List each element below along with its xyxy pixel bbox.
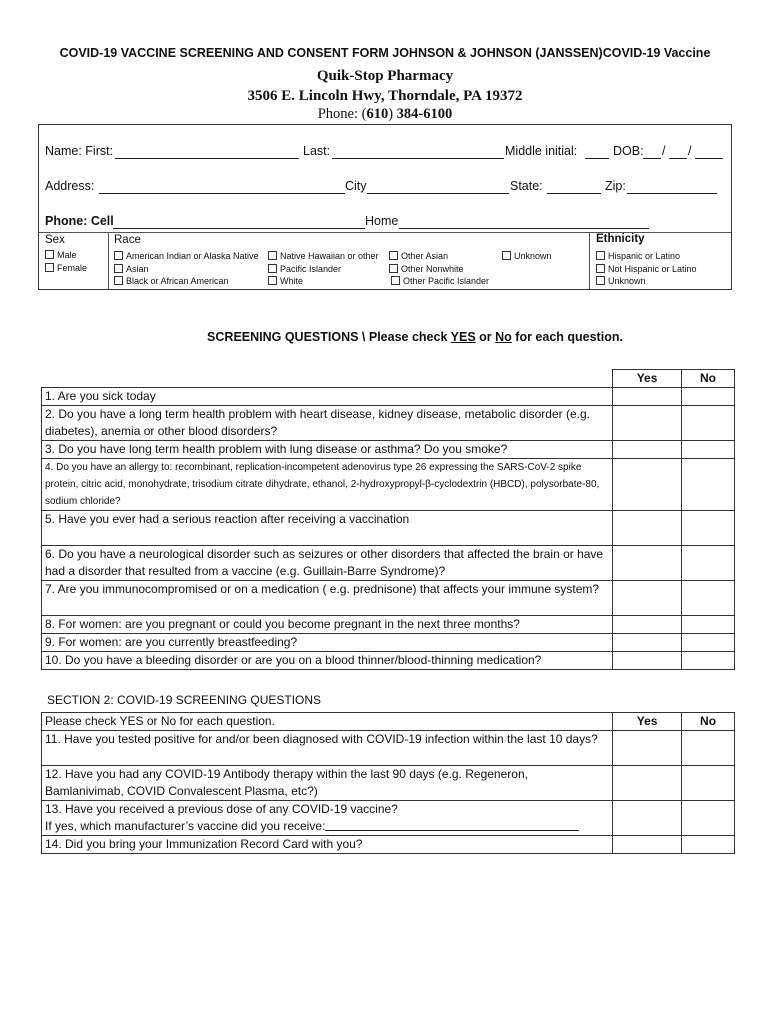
pharmacy-name: Quik-Stop Pharmacy: [316, 68, 454, 84]
race-option[interactable]: Other Pacific Islander: [391, 276, 489, 286]
yes-checkbox[interactable]: [613, 581, 682, 616]
last-name-field[interactable]: [332, 158, 504, 159]
no-checkbox[interactable]: [682, 801, 735, 836]
question-text: 1. Are you sick today: [42, 388, 613, 406]
dob-label: DOB:: [613, 144, 644, 158]
no-checkbox[interactable]: [682, 459, 735, 511]
race-option[interactable]: Black or African American: [114, 276, 229, 286]
no-checkbox[interactable]: [682, 836, 735, 854]
phone-home-field[interactable]: [399, 228, 649, 229]
yes-column-header: Yes: [613, 370, 682, 388]
race-option[interactable]: Asian: [114, 264, 149, 274]
zip-label: Zip:: [605, 179, 626, 193]
dob-year-field[interactable]: [695, 158, 723, 159]
no-checkbox[interactable]: [682, 652, 735, 670]
ethnicity-option[interactable]: Unknown: [596, 276, 646, 286]
last-name-label: Last:: [303, 144, 331, 158]
ethnicity-option[interactable]: Not Hispanic or Latino: [596, 264, 697, 274]
no-column-header: No: [682, 370, 735, 388]
dob-day-field[interactable]: [669, 158, 687, 159]
address-label: Address:: [45, 179, 95, 193]
question-text: 11. Have you tested positive for and/or been diagnosed with COVID-19 infection within the last 10 days?: [42, 731, 613, 766]
section2-table: [41, 712, 735, 854]
phone-cell-field[interactable]: [113, 228, 365, 229]
race-option[interactable]: White: [268, 276, 303, 286]
question-text: 4. Do you have an allergy to: recombinant, replication-incompetent adenovirus type 26 expressing the SARS-CoV-2 spike protein, citric acid, monohydrate, trisodium citrate dihydrate, ethanol, 2-hydroxypropyl-β-cyclodextrin (HBCD), polysorbate-80, sodium chloride?: [42, 459, 613, 511]
screening-title: SCREENING QUESTIONS \ Please check YES or No for each question.: [207, 330, 623, 344]
section2-instruction: Please check YES or No for each question.: [42, 713, 613, 731]
sex-option-female[interactable]: Female: [45, 263, 87, 273]
yes-checkbox[interactable]: [613, 766, 682, 801]
no-checkbox[interactable]: [682, 616, 735, 634]
yes-checkbox[interactable]: [613, 801, 682, 836]
yes-checkbox[interactable]: [613, 731, 682, 766]
question-text: 13. Have you received a previous dose of any COVID-19 vaccine? If yes, which manufacturer’s vaccine did you receive:: [42, 801, 613, 836]
yes-checkbox[interactable]: [613, 616, 682, 634]
dob-month-field[interactable]: [643, 158, 661, 159]
sex-heading: Sex: [45, 234, 65, 246]
yes-checkbox[interactable]: [613, 546, 682, 581]
yes-checkbox[interactable]: [613, 836, 682, 854]
city-field[interactable]: [367, 193, 509, 194]
race-heading: Race: [114, 234, 141, 246]
no-checkbox[interactable]: [682, 581, 735, 616]
middle-initial-field[interactable]: [585, 158, 609, 159]
race-option[interactable]: Other Nonwhite: [389, 264, 464, 274]
no-checkbox[interactable]: [682, 546, 735, 581]
first-name-label: Name: First:: [45, 144, 114, 158]
yes-checkbox[interactable]: [613, 388, 682, 406]
question-text: 7. Are you immunocompromised or on a medication ( e.g. prednisone) that affects your immune system?: [42, 581, 613, 616]
yes-checkbox[interactable]: [613, 634, 682, 652]
pharmacy-phone: Phone: (610) 384-6100: [317, 106, 453, 122]
sex-option-male[interactable]: Male: [45, 250, 77, 260]
no-checkbox[interactable]: [682, 406, 735, 441]
no-checkbox[interactable]: [682, 731, 735, 766]
zip-field[interactable]: [627, 193, 717, 194]
section2-title: SECTION 2: COVID-19 SCREENING QUESTIONS: [47, 693, 322, 707]
yes-checkbox[interactable]: [613, 652, 682, 670]
yes-checkbox[interactable]: [613, 459, 682, 511]
first-name-field[interactable]: [115, 158, 299, 159]
question-text: 10. Do you have a bleeding disorder or are you on a blood thinner/blood-thinning medication?: [42, 652, 613, 670]
no-checkbox[interactable]: [682, 511, 735, 546]
question-text: 9. For women: are you currently breastfeeding?: [42, 634, 613, 652]
no-checkbox[interactable]: [682, 634, 735, 652]
pharmacy-address: 3506 E. Lincoln Hwy, Thorndale, PA 19372: [247, 88, 523, 104]
middle-initial-label: Middle initial:: [505, 144, 578, 158]
form-title: COVID-19 VACCINE SCREENING AND CONSENT FORM JOHNSON & JOHNSON (JANSSEN)COVID-19 Vaccine: [59, 46, 711, 60]
question-text: 14. Did you bring your Immunization Record Card with you?: [42, 836, 613, 854]
question-text: 12. Have you had any COVID-19 Antibody therapy within the last 90 days (e.g. Regeneron, Bamlanivimab, COVID Convalescent Plasma, etc?): [42, 766, 613, 801]
race-option[interactable]: American Indian or Alaska Native: [114, 251, 259, 261]
state-label: State:: [510, 179, 543, 193]
city-label: City: [345, 179, 367, 193]
question-text: 6. Do you have a neurological disorder such as seizures or other disorders that affected the brain or have had a disorder that resulted from a vaccine (e.g. Guillain-Barre Syndrome)?: [42, 546, 613, 581]
no-checkbox[interactable]: [682, 388, 735, 406]
ethnicity-option[interactable]: Hispanic or Latino: [596, 251, 680, 261]
phone-cell-label: Phone: Cell: [45, 214, 114, 228]
question-text: 5. Have you ever had a serious reaction after receiving a vaccination: [42, 511, 613, 546]
race-option[interactable]: Other Asian: [389, 251, 448, 261]
yes-checkbox[interactable]: [613, 511, 682, 546]
question-text: 8. For women: are you pregnant or could you become pregnant in the next three months?: [42, 616, 613, 634]
race-option[interactable]: Unknown: [502, 251, 552, 261]
yes-column-header: Yes: [613, 713, 682, 731]
question-text: 3. Do you have long term health problem with lung disease or asthma? Do you smoke?: [42, 441, 613, 459]
address-field[interactable]: [99, 193, 345, 194]
no-checkbox[interactable]: [682, 441, 735, 459]
patient-info-box: Name: First: Last: Middle initial: DOB: / / Address: City State: Zip: Phone: Cell Home Sex Male Female Race American Indian or Alaska Native Native Hawaiian or other Other Asian Unknown Asian Pacific Islander Other Nonwhite Black or African American White Other Pacific Islander Ethnicity Hispanic or Latino Not Hispanic or Latino Unknown: [38, 124, 732, 290]
no-column-header: No: [682, 713, 735, 731]
state-field[interactable]: [547, 193, 601, 194]
question-text: 2. Do you have a long term health problem with heart disease, kidney disease, metabolic disorder (e.g. diabetes), anemia or other blood disorders?: [42, 406, 613, 441]
screening-table: [41, 369, 735, 670]
yes-checkbox[interactable]: [613, 406, 682, 441]
race-option[interactable]: Pacific Islander: [268, 264, 341, 274]
race-option[interactable]: Native Hawaiian or other: [268, 251, 379, 261]
phone-home-label: Home: [365, 214, 399, 228]
yes-checkbox[interactable]: [613, 441, 682, 459]
ethnicity-heading: Ethnicity: [596, 233, 645, 245]
manufacturer-field[interactable]: [325, 818, 579, 831]
no-checkbox[interactable]: [682, 766, 735, 801]
